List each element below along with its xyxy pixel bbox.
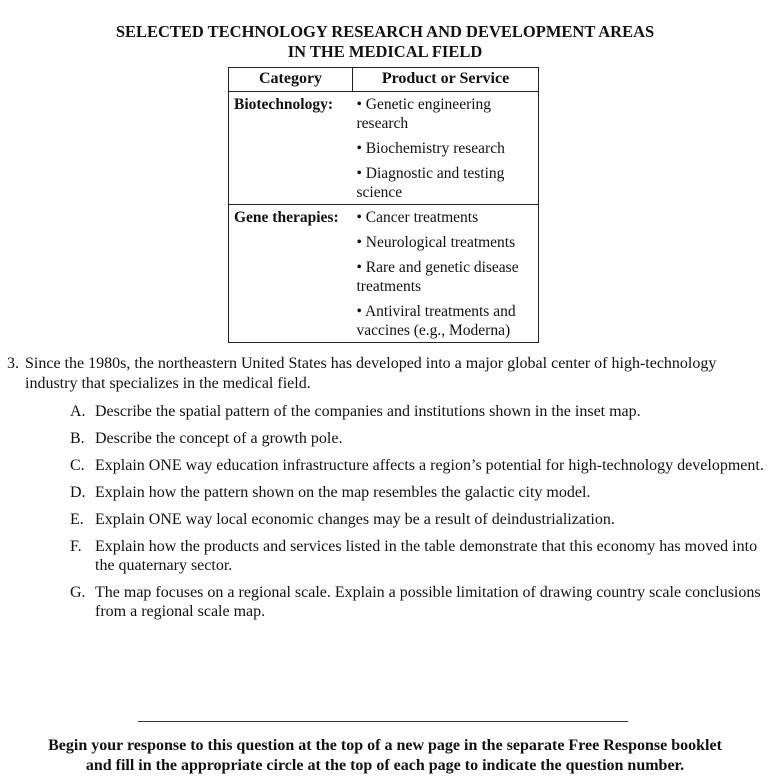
- category-cell: Biotechnology:: [229, 92, 353, 205]
- list-item: • Cancer treatments: [356, 209, 479, 226]
- part-letter: C.: [70, 457, 85, 474]
- category-cell: Gene therapies:: [229, 205, 353, 343]
- part-text: Explain ONE way local economic changes may be a result of deindustrialization.: [95, 511, 615, 528]
- table-row: [229, 205, 539, 343]
- question-part-b: [70, 429, 765, 448]
- list-item: • Diagnostic and testing science: [356, 165, 505, 201]
- technology-table: [228, 67, 539, 343]
- question-text: Since the 1980s, the northeastern United States has developed into a major global center of high-technology industry that specializes in the medical field.: [25, 355, 717, 392]
- question-part-e: [70, 510, 765, 529]
- part-text: Describe the concept of a growth pole.: [95, 430, 343, 447]
- part-letter: F.: [70, 538, 82, 555]
- question-part-f: [70, 537, 765, 575]
- footer-line-2: and fill in the appropriate circle at the top of each page to indicate the question number.: [85, 757, 685, 774]
- product-cell: [353, 205, 539, 343]
- part-letter: E.: [70, 511, 84, 528]
- part-text: Explain ONE way education infrastructure affects a region’s potential for high-technology development.: [95, 457, 764, 474]
- title-line-1: SELECTED TECHNOLOGY RESEARCH AND DEVELOPMENT AREAS: [115, 22, 655, 41]
- footer-line-1: Begin your response to this question at the top of a new page in the separate Free Response booklet: [48, 737, 722, 754]
- header-product-or-service: Product or Service: [353, 68, 539, 92]
- footer-instructions: [0, 736, 770, 776]
- header-category: Category: [229, 68, 353, 92]
- list-item: • Rare and genetic disease treatments: [356, 259, 519, 295]
- question-part-a: [70, 402, 765, 421]
- table-row: [229, 92, 539, 205]
- question-part-g: [70, 583, 765, 621]
- part-letter: D.: [70, 484, 86, 501]
- list-item: • Neurological treatments: [356, 234, 516, 251]
- part-text: Explain how the products and services listed in the table demonstrate that this economy has moved into the quaternary sector.: [95, 538, 758, 574]
- list-item: • Antiviral treatments and vaccines (e.g., Moderna): [356, 303, 516, 339]
- list-item: • Biochemistry research: [356, 140, 505, 157]
- table-header-row: [229, 68, 539, 92]
- list-item: • Genetic engineering research: [356, 96, 492, 132]
- part-text: The map focuses on a regional scale. Explain a possible limitation of drawing country scale conclusions from a regional scale map.: [95, 584, 761, 620]
- question-part-d: [70, 483, 765, 502]
- question-parts: [70, 402, 765, 629]
- page-title: [0, 22, 770, 62]
- divider: [138, 721, 628, 722]
- question-part-c: [70, 456, 765, 475]
- part-text: Describe the spatial pattern of the companies and institutions shown in the inset map.: [95, 403, 641, 420]
- part-letter: B.: [70, 430, 85, 447]
- part-text: Explain how the pattern shown on the map resembles the galactic city model.: [95, 484, 591, 501]
- part-letter: A.: [70, 403, 86, 420]
- question-number: 3.: [7, 355, 19, 372]
- question-stem: [7, 354, 762, 394]
- product-cell: [353, 92, 539, 205]
- part-letter: G.: [70, 584, 86, 601]
- title-line-2: IN THE MEDICAL FIELD: [287, 42, 483, 61]
